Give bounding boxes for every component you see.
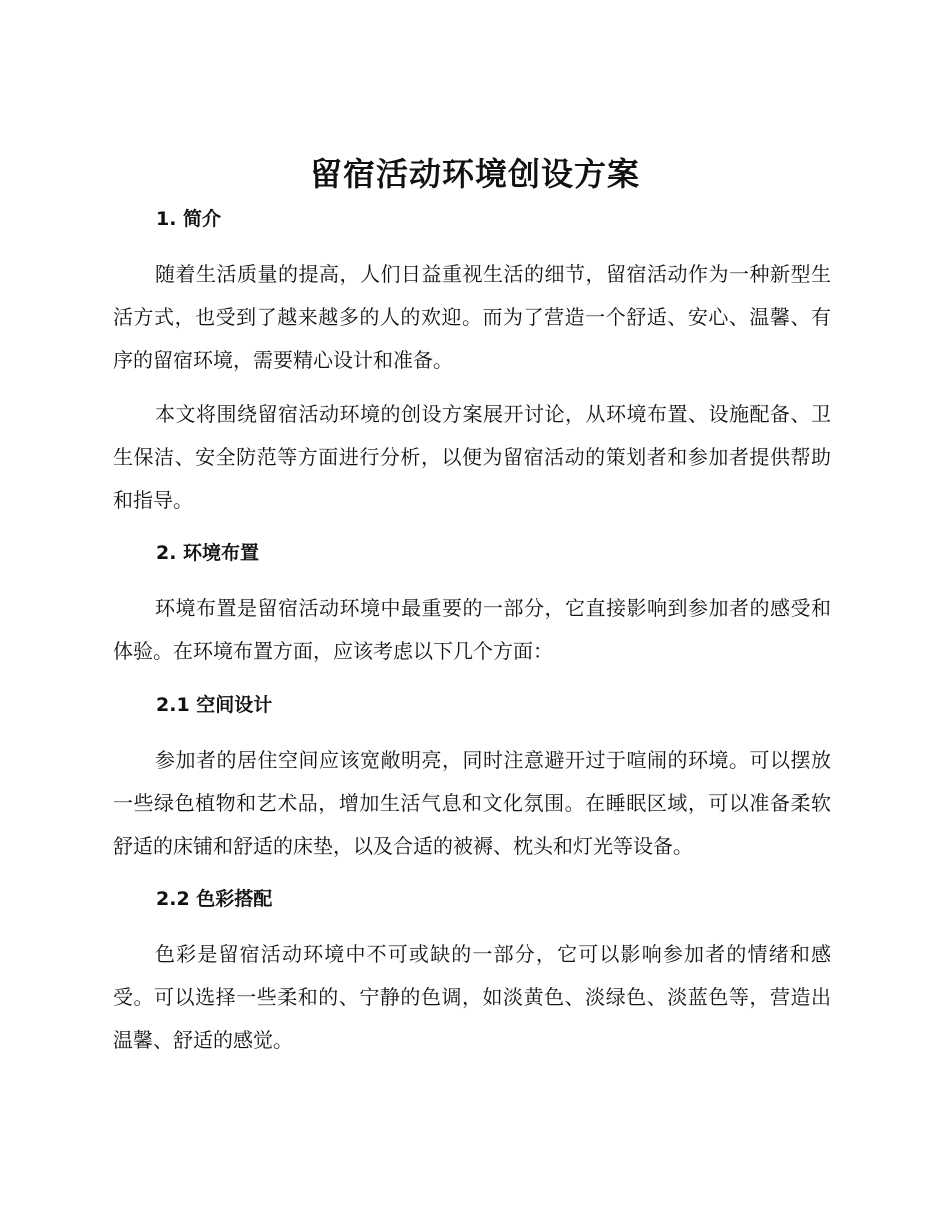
section-heading-environment: 2. 环境布置 [156,542,260,564]
paragraph-color-scheme-1: 色彩是留宿活动环境中不可或缺的一部分，它可以影响参加者的情绪和感受。可以选择一些柔和的、宁静的色调，如淡黄色、淡绿色、淡蓝色等，营造出温馨、舒适的感觉。 [113,942,831,1052]
document-title: 留宿活动环境创设方案 [309,155,640,193]
section-heading-space-design: 2.1 空间设计 [156,694,273,716]
paragraph-environment-1: 环境布置是留宿活动环境中最重要的一部分，它直接影响到参加者的感受和体验。在环境布置方面，应该考虑以下几个方面： [113,596,831,663]
paragraph-intro-2: 本文将围绕留宿活动环境的创设方案展开讨论，从环境布置、设施配备、卫生保洁、安全防范等方面进行分析，以便为留宿活动的策划者和参加者提供帮助和指导。 [113,402,831,512]
paragraph-space-design-1: 参加者的居住空间应该宽敞明亮，同时注意避开过于喧闹的环境。可以摆放一些绿色植物和艺术品，增加生活气息和文化氛围。在睡眠区域，可以准备柔软舒适的床铺和舒适的床垫，以及合适的被褥、枕头和灯光等设备。 [113,748,831,858]
section-heading-intro: 1. 简介 [156,208,222,230]
section-heading-color-scheme: 2.2 色彩搭配 [156,888,273,910]
paragraph-intro-1: 随着生活质量的提高，人们日益重视生活的细节，留宿活动作为一种新型生活方式，也受到了越来越多的人的欢迎。而为了营造一个舒适、安心、温馨、有序的留宿环境，需要精心设计和准备。 [113,262,831,372]
